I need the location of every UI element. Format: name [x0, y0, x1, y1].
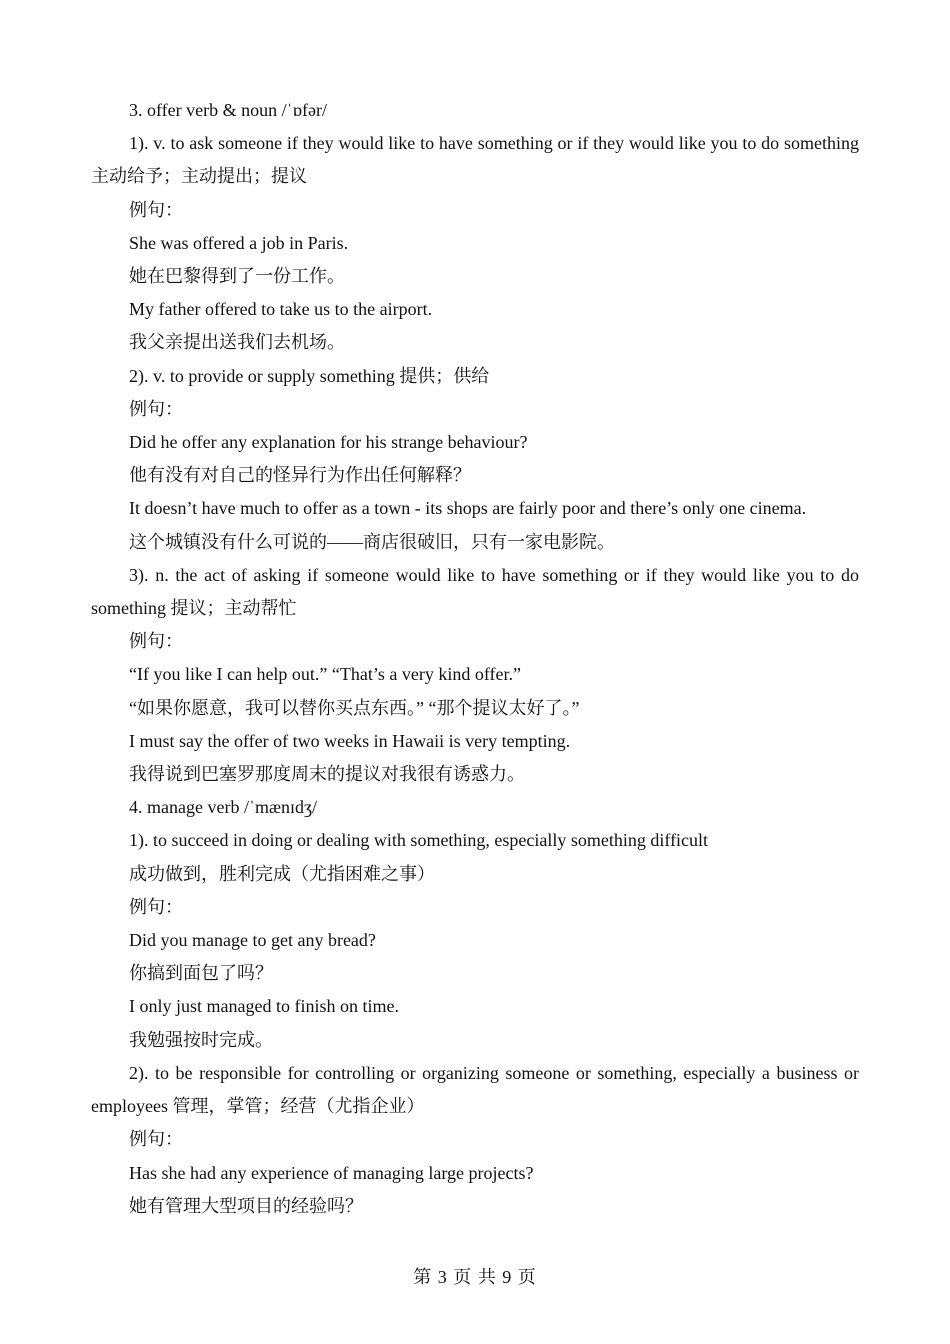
example-sentence-zh: 我勉强按时完成。 — [129, 1029, 273, 1050]
example-sentence-en: I only just managed to finish on time. — [129, 996, 399, 1017]
document-body — [91, 94, 859, 1223]
example-sentence-zh: 这个城镇没有什么可说的——商店很破旧，只有一家电影院。 — [129, 531, 615, 552]
example-sentence-zh: “如果你愿意，我可以替你买点东西。” “那个提议太好了。” — [129, 697, 580, 718]
example-sentence-en: My father offered to take us to the airport. — [129, 299, 433, 320]
example-sentence-zh: 她有管理大型项目的经验吗？ — [129, 1195, 363, 1216]
definition-paragraph: 2). to be responsible for controlling or organizing someone or something, especially a business or employees 管理，掌管；经营（尤指企业） — [91, 1062, 859, 1117]
example-label: 例句： — [129, 1129, 183, 1150]
page-number-footer: 第 3 页 共 9 页 — [413, 1267, 537, 1287]
definition-paragraph: 2). v. to provide or supply something 提供；供给 — [129, 365, 490, 386]
example-sentence-zh: 我父亲提出送我们去机场。 — [129, 332, 345, 353]
example-sentence-en: It doesn’t have much to offer as a town - its shops are fairly poor and there’s only one cinema. — [129, 498, 807, 519]
example-sentence-en: I must say the offer of two weeks in Hawaii is very tempting. — [129, 730, 571, 751]
entry-heading-offer: 3. offer verb & noun /ˈɒfər/ — [129, 100, 328, 120]
example-sentence-en: She was offered a job in Paris. — [129, 232, 349, 253]
definition-translation: 成功做到，胜利完成（尤指困难之事） — [129, 863, 435, 884]
example-label: 例句： — [129, 896, 183, 917]
example-sentence-en: Did he offer any explanation for his strange behaviour? — [129, 432, 528, 453]
example-sentence-zh: 我得说到巴塞罗那度周末的提议对我很有诱惑力。 — [129, 764, 525, 785]
example-label: 例句： — [129, 199, 183, 220]
example-label: 例句： — [129, 631, 183, 652]
example-label: 例句： — [129, 398, 183, 419]
example-sentence-zh: 你搞到面包了吗？ — [129, 963, 273, 984]
example-sentence-zh: 他有没有对自己的怪异行为作出任何解释？ — [129, 465, 471, 486]
example-sentence-en: Has she had any experience of managing large projects? — [129, 1162, 534, 1183]
definition-paragraph: 3). n. the act of asking if someone would like to have something or if they would like you to do something 提议；主动帮忙 — [91, 564, 859, 619]
example-sentence-en: Did you manage to get any bread? — [129, 930, 376, 951]
definition-paragraph: 1). v. to ask someone if they would like to have something or if they would like you to do something 主动给予；主动提出；提议 — [91, 133, 859, 187]
example-sentence-zh: 她在巴黎得到了一份工作。 — [129, 266, 345, 287]
definition-paragraph: 1). to succeed in doing or dealing with something, especially something difficult — [129, 830, 709, 851]
entry-heading-manage: 4. manage verb /ˈmænɪdʒ/ — [129, 797, 317, 818]
example-sentence-en: “If you like I can help out.” “That’s a very kind offer.” — [129, 664, 522, 685]
